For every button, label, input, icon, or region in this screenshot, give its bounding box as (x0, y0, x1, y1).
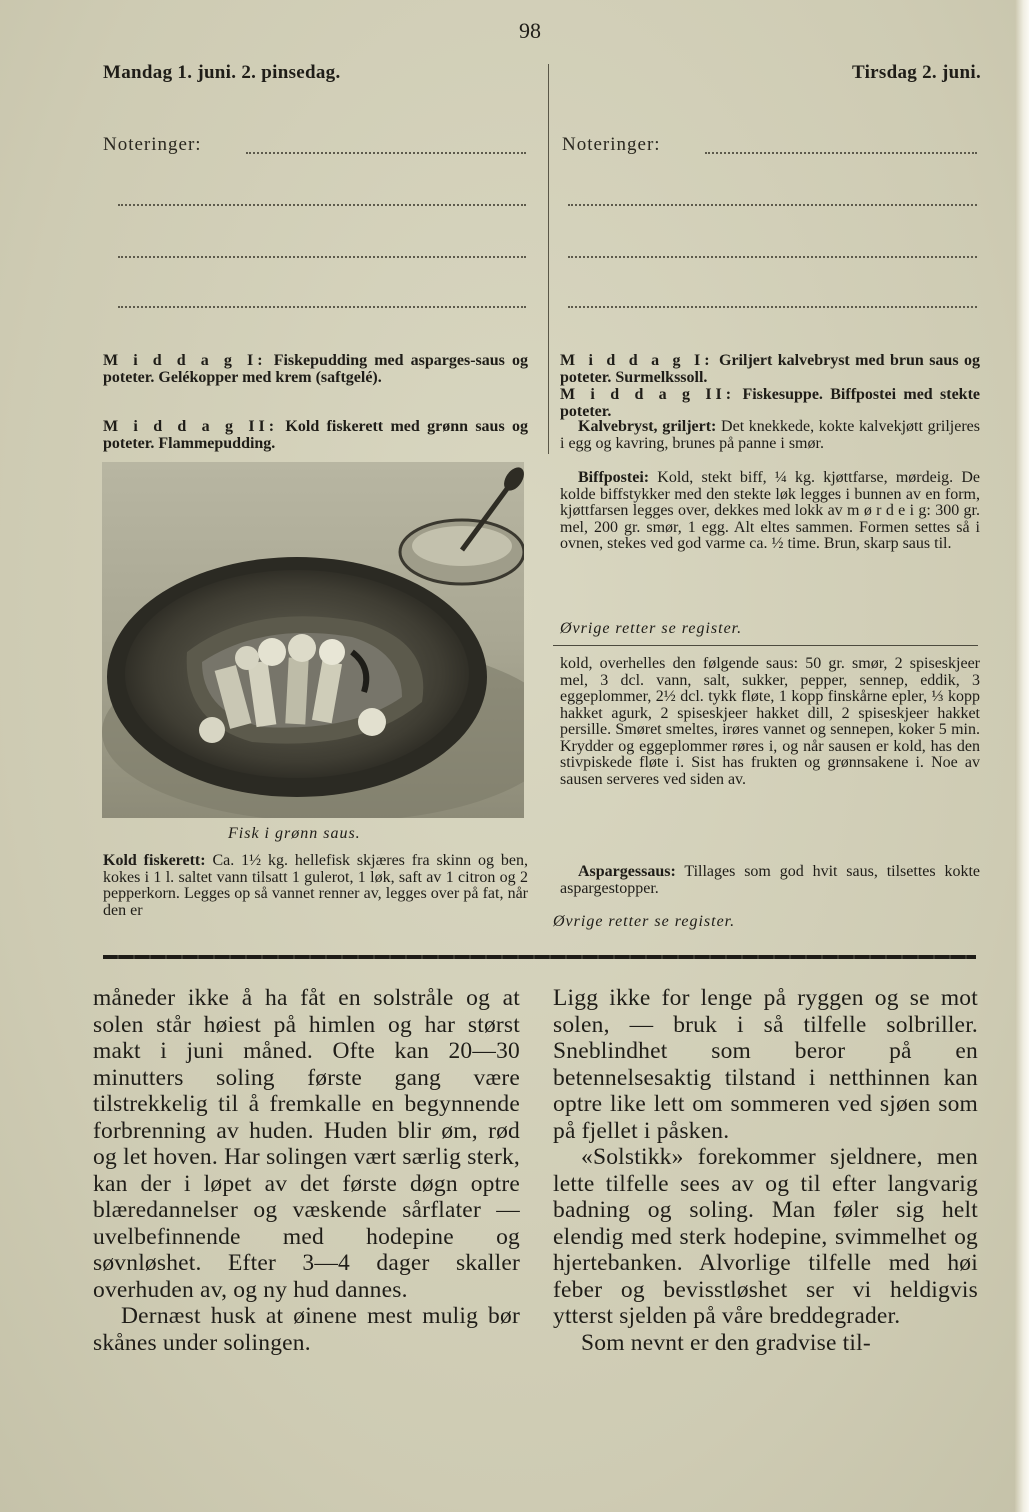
left-note-line-2 (118, 204, 526, 206)
right-note-line-3 (568, 256, 977, 258)
left-menu-1: M i d d a g I: Fiskepudding med asparges-saus og poteter. Gelékopper med krem (saftgelé). (103, 352, 528, 386)
bottom-left-paragraph-2: Dernæst husk at øinene mest mulig bør skånes under solingen. (93, 1303, 520, 1356)
section-divider-rule (103, 955, 976, 959)
left-note-line-1 (246, 152, 526, 154)
right-note-line-1 (705, 152, 977, 154)
bottom-right-paragraph-1: Ligg ikke for lenge på ryggen og se mot solen, — bruk i så tilfelle solbriller. Sneblindhet som beror på en betennelsesaktig tilstand i netthinnen kan optre like lett om sommeren ved sjøen som på fjellet i påsken. (553, 985, 978, 1144)
page-number: 98 (519, 18, 541, 43)
right-note-line-2 (568, 204, 977, 206)
right-note-line-4 (568, 306, 977, 308)
bottom-left-text (93, 985, 520, 1356)
right-menu-1: M i d d a g I: Griljert kalvebryst med brun saus og poteter. Surmelkssoll. (560, 352, 980, 386)
recipe-aspargessaus: Aspargessaus: Tillages som god hvit saus, tilsettes kokte aspargestopper. (560, 863, 980, 897)
recipe-kold-fiskerett: Kold fiskerett: Ca. 1½ kg. hellefisk skjæres fra skinn og ben, kokes i 1 l. saltet vann tilsatt 1 gulerot, 1 løk, saft av 1 citron og 2 pepperkorn. Legges op så vannet renner av, legges over på fat, når den er (103, 852, 528, 919)
right-recipe-biffpostei: Biffpostei: Kold, stekt biff, ¼ kg. kjøttfarse, mørdeig. De kolde biffstykker med den stekte løk legges i bunnen av en form, kjøttfarsen legges over, dekkes med lokk av m ø r d e i g: 300 gr. mel, 200 gr. smør, 1 egg. Alt eltes sammen. Formen settes så i ovnen, stekes ved god varme ca. ½ time. Brun, skarp saus til. (560, 469, 980, 552)
left-note-line-3 (118, 256, 526, 258)
left-day-header: Mandag 1. juni. 2. pinsedag. (103, 62, 341, 83)
left-notes-label: Noteringer: (103, 134, 202, 155)
column-divider (548, 64, 549, 454)
right-section-rule (553, 645, 978, 646)
right-menu-2: M i d d a g II: Fiskesuppe. Biffpostei med stekte poteter. (560, 386, 981, 420)
recipe-continuation: kold, overhelles den følgende saus: 50 gr. smør, 2 spiseskjeer mel, 3 dcl. vann, salt, sukker, pepper, sennep, eddik, 3 eggeplommer, 2½ dcl. tykk fløte, 1 kopp finskårne epler, ⅓ kopp hakket agurk, 2 spiseskjeer hakket dill, 2 spiseskjeer hakket persille. Smøret smeltes, irøres vannet og sennepen, koker 5 min. Krydder og eggeplommer røres i, og når sausen er kold, has den stivpiskede fløte i. Sist has frukten og grønnsakene i. Noe av sausen serveres ved siden av. (560, 655, 980, 788)
right-day-header: Tirsdag 2. juni. (851, 62, 981, 83)
right-notes-label: Noteringer: (562, 134, 661, 155)
left-menu-2: M i d d a g II: Kold fiskerett med grønn saus og poteter. Flammepudding. (103, 418, 528, 452)
bottom-right-text (553, 985, 978, 1356)
bottom-right-paragraph-2: «Solstikk» forekommer sjeldnere, men lette tilfelle sees av og til efter langvarig badning og soling. Man føler sig helt elendig med sterk hodepine, svimmelhet og hjertebanken. Alvorlige tilfelle med høi feber og bevisstløshet ser vi heldigvis ytterst sjelden på våre breddegrader. (553, 1144, 978, 1329)
photo-caption: Fisk i grønn saus. (228, 825, 361, 842)
page-edge (1015, 0, 1029, 1512)
left-note-line-4 (118, 306, 526, 308)
right-other-recipes-1: Øvrige retter se register. (560, 620, 743, 637)
fish-dish-photo (102, 462, 524, 818)
right-other-recipes-2: Øvrige retter se register. (553, 913, 736, 930)
fish-platter-image (102, 462, 524, 818)
bottom-left-paragraph-1: måneder ikke å ha fåt en solstråle og at solen står høiest på himlen og har størst makt i juni måned. Ofte kan 20—30 minutters soling første gang være tilstrekkelig til å fremkalle en begynnende forbrenning av huden. Huden blir øm, rød og let hoven. Har solingen vært særlig sterk, kan der i løpet av det første døgn optre blæredannelser og væskende sårflater — uvelbefinnende med hodepine og søvnløshet. Efter 3—4 dager skaller overhuden av, og ny hud dannes. (93, 985, 520, 1303)
bottom-right-paragraph-3: Som nevnt er den gradvise til- (581, 1329, 871, 1356)
right-recipe-kalvebryst: Kalvebryst, griljert: Det knekkede, kokte kalvekjøtt griljeres i egg og kavring, brunes på panne i smør. (560, 418, 981, 452)
